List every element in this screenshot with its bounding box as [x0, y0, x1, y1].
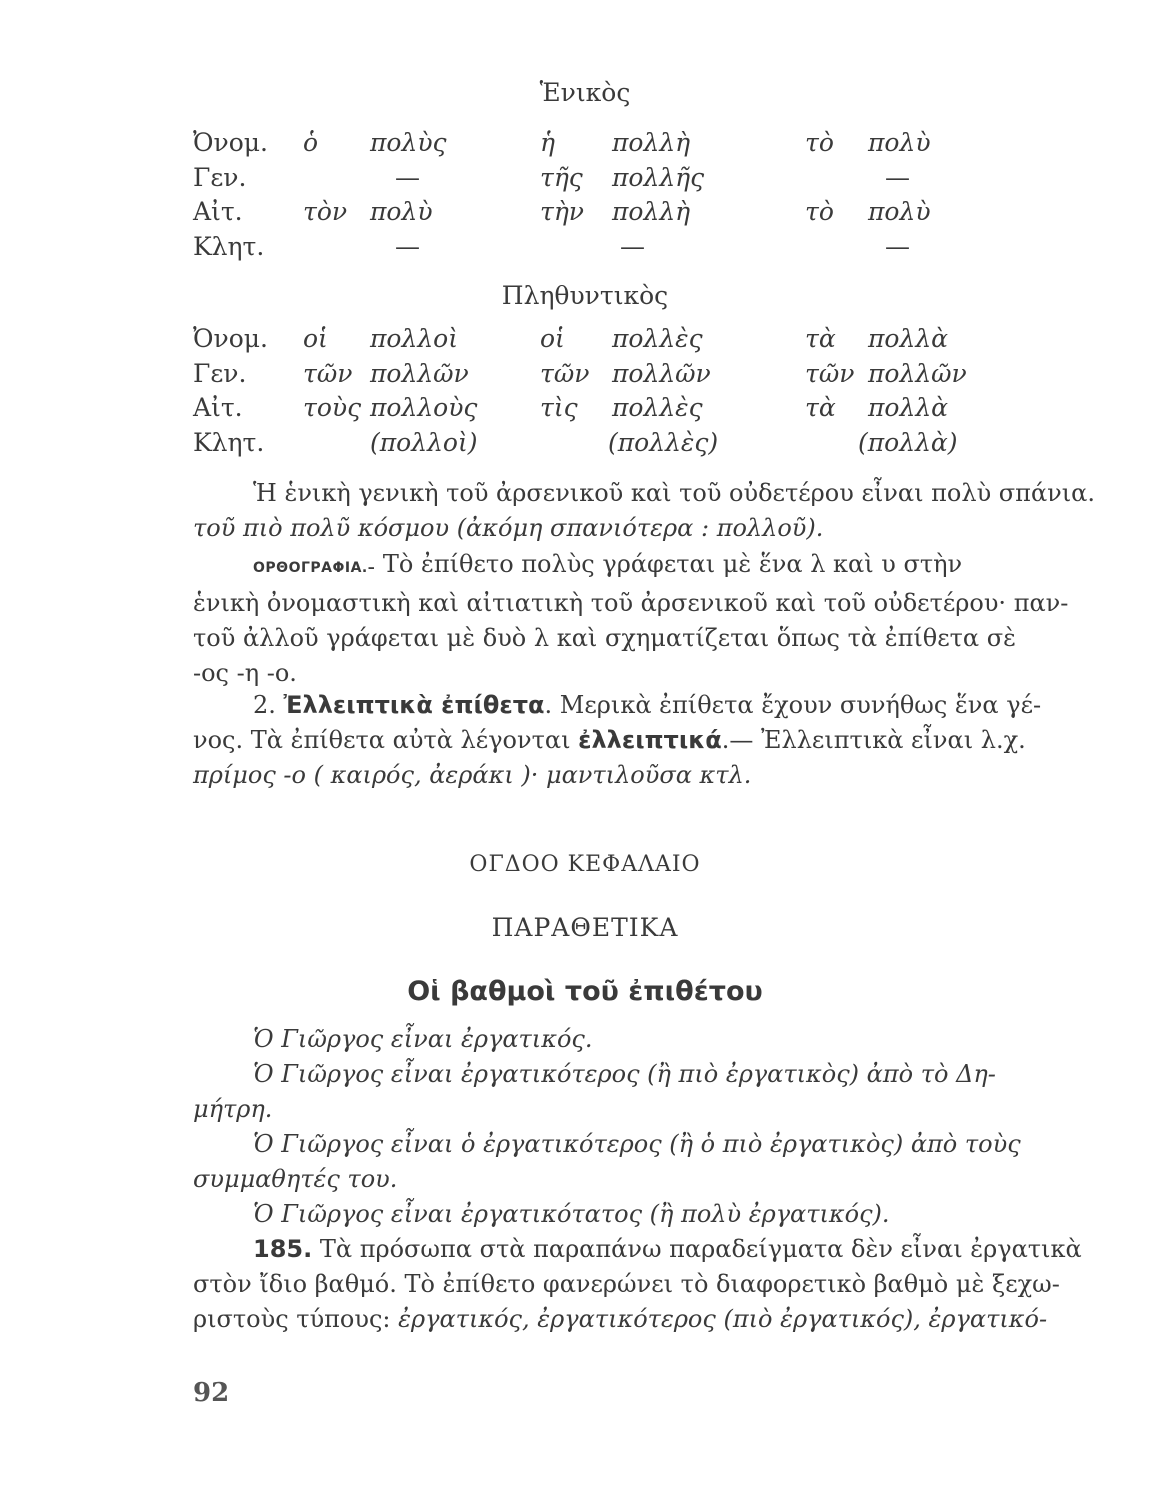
elliptic-paragraph [193, 688, 1048, 793]
cell-f-word: πολλῆς [612, 162, 705, 192]
cell-m-art: τοὺς [303, 393, 362, 422]
cell-n-art: τῶν [805, 358, 855, 388]
table-row [0, 163, 1170, 199]
cell-f-art: τῶν [540, 358, 590, 388]
cell-n-word: (πολλὰ) [858, 427, 958, 457]
cell-m-word: πολλοὺς [370, 393, 478, 422]
cell-m-art: τὸν [303, 197, 348, 226]
example-2a: Ὁ Γιῶργος εἶναι ἐργατικότερος (ἢ πιὸ ἐργατικὸς) ἀπὸ τὸ Δη- [253, 1060, 996, 1088]
cell-m-word: — [395, 231, 420, 261]
paragraph-185 [193, 1232, 1082, 1337]
cell-f-art: ἡ [540, 128, 555, 157]
cell-f-art: τὴν [540, 197, 585, 226]
paragraph-185-line-2: στὸν ἴδιο βαθμό. Τὸ ἐπίθετο φανερώνει τὸ διαφορετικὸ βαθμὸ μὲ ξεχω- [193, 1270, 1060, 1298]
paragraph-185-line-1: Τὰ πρόσωπα στὰ παραπάνω παραδείγματα δὲν εἶναι ἐργατικὰ [319, 1235, 1082, 1263]
orthography-line-3: τοῦ ἀλλοῦ γράφεται μὲ δυὸ λ καὶ σχηματίζεται ὅπως τὰ ἐπίθετα σὲ [193, 624, 1017, 652]
cell-f-word: πολλῶν [612, 358, 711, 388]
cell-f-art: τὶς [540, 393, 578, 422]
cell-f-word: πολλὴ [612, 197, 691, 226]
paragraph-185-line-3-start: ριστοὺς τύπους: [193, 1305, 391, 1333]
cell-m-word: πολλοὶ [370, 324, 459, 353]
cell-n-word: πολλῶν [868, 358, 967, 388]
cell-case: Ὀνομ. [193, 324, 268, 353]
paragraph-185-number: 185. [253, 1235, 313, 1263]
table-row [0, 197, 1170, 233]
elliptic-title: Ἐλλειπτικὰ ἐπίθετα [283, 691, 545, 719]
cell-f-art: τῆς [540, 162, 583, 192]
cell-n-art: τὰ [805, 324, 836, 353]
cell-n-word: πολλὰ [868, 393, 949, 422]
elliptic-rest-1: . Μερικὰ ἐπίθετα ἔχουν συνήθως ἕνα γέ- [544, 691, 1042, 719]
elliptic-line-2-end: .— Ἐλλειπτικὰ εἶναι λ.χ. [721, 726, 1026, 754]
chapter-heading: ΟΓΔΟΟ ΚΕΦΑΛΑΙΟ [469, 852, 701, 877]
elliptic-number: 2. [253, 691, 276, 719]
subtitle: Οἱ βαθμοὶ τοῦ ἐπιθέτου [407, 976, 763, 1007]
cell-n-word: πολὺ [868, 128, 931, 157]
cell-n-art: τὰ [805, 393, 836, 422]
example-3a: Ὁ Γιῶργος εἶναι ὁ ἐργατικότερος (ἢ ὁ πιὸ ἐργατικὸς) ἀπὸ τοὺς [253, 1130, 1021, 1158]
table-row [0, 359, 1170, 395]
example-3b: συμμαθητές του. [193, 1165, 398, 1193]
page-number: 92 [193, 1378, 230, 1408]
table-row [0, 324, 1170, 360]
table-row [0, 232, 1170, 268]
cell-n-art: τὸ [805, 128, 834, 157]
cell-f-word: πολλὲς [612, 393, 703, 422]
orthography-line-4: -ος -η -ο. [193, 659, 297, 687]
cell-case: Αἰτ. [193, 197, 243, 226]
plural-title: Πληθυντικὸς [501, 281, 669, 310]
table-row [0, 428, 1170, 464]
cell-case: Κλητ. [193, 427, 265, 457]
cell-f-word: πολλὲς [612, 324, 703, 353]
cell-m-word: πολὺς [370, 128, 447, 157]
cell-case: Γεν. [193, 358, 247, 388]
note-line-1: Ἡ ἑνικὴ γενικὴ τοῦ ἀρσενικοῦ καὶ τοῦ οὐδετέρου εἶναι πολὺ σπάνια. [253, 479, 1095, 507]
cell-f-word: πολλὴ [612, 128, 691, 157]
example-4: Ὁ Γιῶργος εἶναι ἐργατικότατος (ἢ πολὺ ἐργατικός). [253, 1200, 890, 1228]
examples-block [193, 1022, 1048, 1232]
elliptic-line-2-start: νος. Τὰ ἐπίθετα αὐτὰ λέγονται [193, 726, 571, 754]
cell-n-word: πολὺ [868, 197, 931, 226]
cell-case: Γεν. [193, 162, 247, 192]
cell-case: Ὀνομ. [193, 128, 268, 157]
table-row [0, 128, 1170, 164]
cell-n-word: — [885, 231, 910, 261]
cell-n-art: τὸ [805, 197, 834, 226]
elliptic-line-3: πρίμος -ο ( καιρός, ἀεράκι )· μαντιλοῦσα κτλ. [193, 761, 752, 789]
example-1: Ὁ Γιῶργος εἶναι ἐργατικός. [253, 1025, 593, 1053]
cell-f-word: — [620, 231, 645, 261]
cell-m-art: ὁ [303, 128, 319, 157]
cell-m-art: οἱ [303, 324, 328, 353]
elliptic-bold-word: ἐλλειπτικά [578, 726, 722, 754]
cell-case: Κλητ. [193, 231, 265, 261]
cell-m-word: πολὺ [370, 197, 433, 226]
cell-m-word: — [395, 162, 420, 192]
example-2b: μήτρη. [193, 1095, 273, 1123]
paragraph-185-line-3-italic: ἐργατικός, ἐργατικότερος (πιὸ ἐργατικός), ἐργατικό- [398, 1305, 1048, 1333]
singular-title: Ἑνικὸς [539, 78, 631, 107]
section-heading: ΠΑΡΑΘΕΤΙΚΑ [491, 913, 679, 942]
cell-m-art: τῶν [303, 358, 353, 388]
orthography-line-1: Τὸ ἐπίθετο πολὺς γράφεται μὲ ἕνα λ καὶ υ στὴν [382, 550, 963, 578]
table-row [0, 393, 1170, 429]
cell-n-word: — [885, 162, 910, 192]
orthography-line-2: ἑνικὴ ὀνομαστικὴ καὶ αἰτιατικὴ τοῦ ἀρσενικοῦ καὶ τοῦ οὐδετέρου· παν- [193, 589, 1069, 617]
cell-f-art: οἱ [540, 324, 565, 353]
cell-m-word: (πολλοὶ) [370, 427, 478, 457]
orthography-label: ΟΡΘΟΓΡΑΦΙΑ.– [253, 560, 376, 576]
cell-case: Αἰτ. [193, 393, 243, 422]
note-paragraph [193, 476, 1095, 546]
cell-m-word: πολλῶν [370, 358, 469, 388]
cell-f-word: (πολλὲς) [608, 427, 719, 457]
cell-n-word: πολλὰ [868, 324, 949, 353]
note-line-2: τοῦ πιὸ πολῦ κόσμου (ἀκόμη σπανιότερα : πολλοῦ). [193, 514, 824, 542]
orthography-paragraph [193, 547, 1069, 691]
